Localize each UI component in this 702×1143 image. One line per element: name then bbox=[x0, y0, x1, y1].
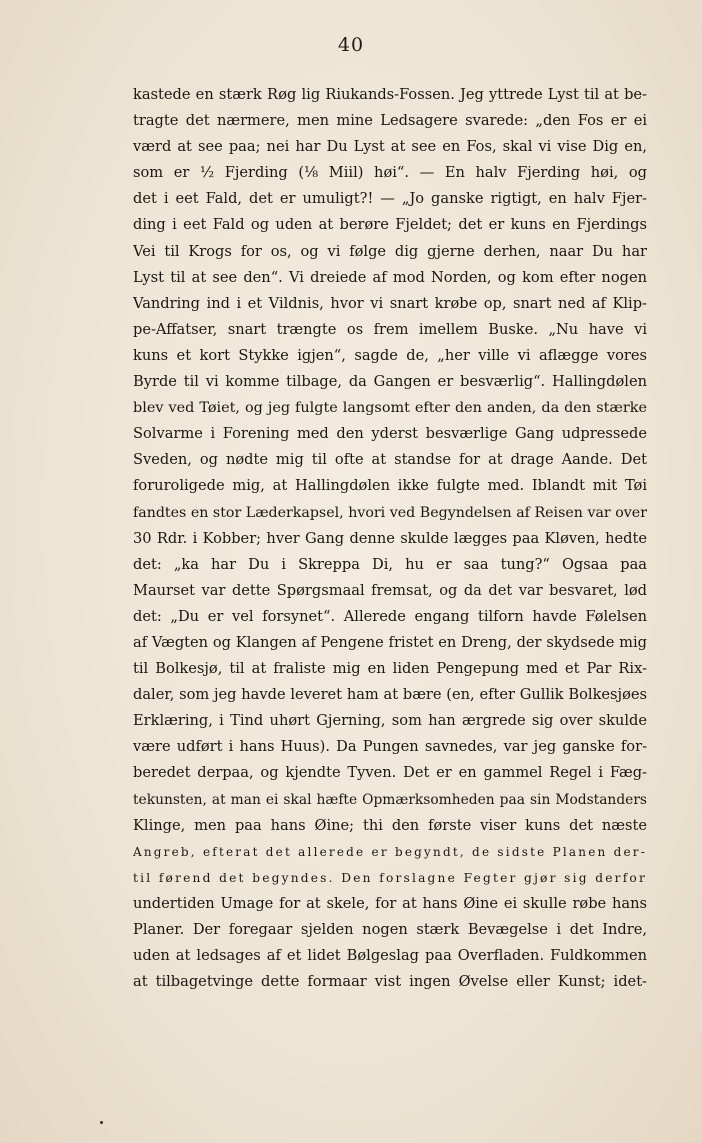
text-line: Solvarme i Forening med den yderst besværlige Gang udpressede bbox=[133, 425, 647, 443]
text-line: blev ved Tøiet, og jeg fulgte langsomt efter den anden, da den stærke bbox=[133, 400, 647, 417]
text-line: Klinge, men paa hans Øine; thi den første viser kuns det næste bbox=[133, 816, 647, 834]
text-line: værd at see paa; nei har Du Lyst at see en Fos, skal vi vise Dig en, bbox=[133, 138, 647, 156]
text-line: Angreb, efterat det allerede er begyndt, de sidste Planen der- bbox=[133, 844, 647, 859]
text-line: tragte det nærmere, men mine Ledsagere svarede: „den Fos er ei bbox=[133, 112, 647, 130]
text-line: Byrde til vi komme tilbage, da Gangen er besværlig“. Hallingdølen bbox=[133, 373, 647, 391]
text-line: Maurset var dette Spørgsmaal fremsat, og da det var besvaret, lød bbox=[133, 581, 647, 599]
page-number: 40 bbox=[337, 34, 365, 56]
text-line: Vei til Krogs for os, og vi følge dig gjerne derhen, naar Du har bbox=[133, 242, 647, 260]
text-line: til førend det begyndes. Den forslagne Fegter gjør sig derfor bbox=[133, 870, 647, 885]
text-line: det i eet Fald, det er umuligt?! — „Jo ganske rigtigt, en halv Fjer- bbox=[133, 190, 647, 208]
text-line: være udført i hans Huus). Da Pungen savnedes, var jeg ganske for- bbox=[133, 738, 647, 756]
body-text bbox=[133, 82, 647, 995]
text-line: det: „ka har Du i Skreppa Di, hu er saa tung?“ Ogsaa paa bbox=[133, 555, 647, 573]
text-line: Planer. Der foregaar sjelden nogen stærk Bevægelse i det Indre, bbox=[133, 921, 647, 938]
text-line: foruroligede mig, at Hallingdølen ikke fulgte med. Iblandt mit Tøi bbox=[133, 477, 647, 495]
text-line: 30 Rdr. i Kobber; hver Gang denne skulde lægges paa Kløven, hedte bbox=[133, 529, 647, 547]
text-line: kastede en stærk Røg lig Riukands-Fossen. Jeg yttrede Lyst til at be- bbox=[133, 86, 647, 103]
text-line: som er ½ Fjerding (⅛ Miil) høi“. — En halv Fjerding høi, og bbox=[133, 164, 647, 182]
ink-speck bbox=[100, 1121, 103, 1124]
text-line: fandtes en stor Læderkapsel, hvori ved Begyndelsen af Reisen var over bbox=[133, 504, 647, 521]
text-line: Sveden, og nødte mig til ofte at standse for at drage Aande. Det bbox=[133, 451, 647, 469]
text-line: til Bolkesjø, til at fraliste mig en liden Pengepung med et Par Rix- bbox=[133, 660, 647, 678]
text-line: af Vægten og Klangen af Pengene fristet en Dreng, der skydsede mig bbox=[133, 633, 647, 651]
text-line: uden at ledsages af et lidet Bølgeslag paa Overfladen. Fuldkommen bbox=[133, 947, 647, 965]
text-line: Vandring ind i et Vildnis, hvor vi snart krøbe op, snart ned af Klip- bbox=[133, 294, 647, 312]
text-line: kuns et kort Stykke igjen“, sagde de, „her ville vi aflægge vores bbox=[133, 346, 647, 364]
text-line: undertiden Umage for at skele, for at hans Øine ei skulle røbe hans bbox=[133, 894, 647, 912]
text-line: ding i eet Fald og uden at berøre Fjeldet; det er kuns en Fjerdings bbox=[133, 216, 647, 234]
text-line: tekunsten, at man ei skal hæfte Opmærksomheden paa sin Modstanders bbox=[133, 791, 647, 808]
text-line: det: „Du er vel forsynet“. Allerede engang tilforn havde Følelsen bbox=[133, 607, 647, 625]
text-line: pe-Affatser, snart trængte os frem imellem Buske. „Nu have vi bbox=[133, 320, 647, 338]
text-line: daler, som jeg havde leveret ham at bære (en, efter Gullik Bolkesjøes bbox=[133, 686, 647, 704]
text-line: Erklæring, i Tind uhørt Gjerning, som han ærgrede sig over skulde bbox=[133, 712, 647, 730]
text-line: beredet derpaa, og kjendte Tyven. Det er en gammel Regel i Fæg- bbox=[133, 764, 647, 782]
text-line: Lyst til at see den“. Vi dreiede af mod Norden, og kom efter nogen bbox=[133, 268, 647, 286]
text-line: at tilbagetvinge dette formaar vist ingen Øvelse eller Kunst; idet- bbox=[133, 973, 647, 991]
